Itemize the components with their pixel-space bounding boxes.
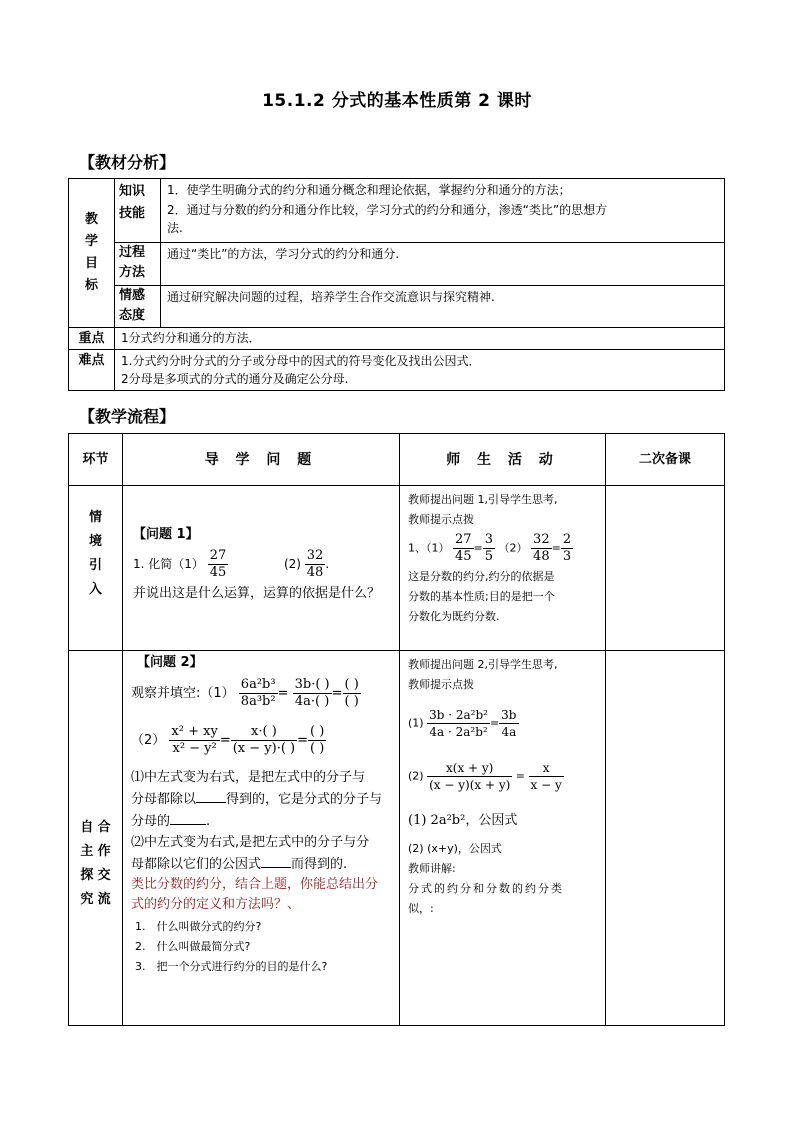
question-2-part-1: 观察并填空:（1） $\frac{\text{6a²b³}}{\text{8a³b²}}$ = $\frac{3b\cdot( )}{4a\cdot( )}$ = $\frac{( )}{( )}$ bbox=[131, 677, 359, 709]
activity-2-answer-2: (2) $\frac{x(x + y)}{(x - y)(x + y)}$ = $\frac{x}{x - y}$ bbox=[408, 761, 562, 792]
header-question: 导 学 问 题 bbox=[123, 434, 400, 486]
blank-1[interactable] bbox=[196, 788, 226, 803]
question-1-cell bbox=[123, 486, 400, 651]
section-heading-analysis: 【教材分析】 bbox=[79, 153, 176, 172]
fraction-27-45: $\frac{27}{45}$ bbox=[209, 548, 227, 580]
flow-table bbox=[68, 433, 725, 1026]
question-2-fill-1: ⑴中左式变为右式，是把左式中的分子与 分母都除以 得到的，它是分式的分子与 分母的 . bbox=[131, 770, 383, 829]
list-item: 2. 什么叫做最简分式? bbox=[135, 940, 251, 953]
attitude-label: 情感 态度 bbox=[115, 286, 161, 328]
goal-label: 教 学 目 标 bbox=[84, 212, 98, 293]
activity-2-answer-1: (1) $\frac{\text{3b · 2a²b²}}{\text{4a · 2a²b²}}$ = $\frac{3b}{4a}$ bbox=[408, 708, 517, 739]
activity-2-cell: 教师提出问题 2,引导学生思考, 教师提示点拨 (1) $\frac{\text{3b · 2a²b²}}{\text{4a · 2a²b²}}$ = $\frac{3b}{4a}$ (2) $\frac{x(x + y)}{(x - y)(x + y)}$ = $\frac{x}{x - y}$ (1) 2a²b²，公因式 (2) (x+y)，公因式 教师讲解: 分式的约分和分数的约分类 似，: bbox=[400, 651, 606, 1026]
activity-1-answer: 1、（1） $\frac{27}{45}$ = $\frac{3}{5}$ （2） $\frac{32}{48}$ = $\frac{2}{3}$ bbox=[408, 532, 572, 564]
header-stage: 环节 bbox=[69, 434, 123, 486]
question-1-title: 【问题 1】 bbox=[133, 527, 199, 542]
question-2-cell bbox=[123, 651, 400, 1026]
key-text: 1分式约分和通分的方法． bbox=[115, 328, 725, 350]
knowledge-label: 知识 技能 bbox=[115, 179, 161, 243]
notes-2-cell bbox=[606, 651, 725, 1026]
activity-2-answer-4: (2) (x+y)，公因式 bbox=[408, 842, 502, 855]
process-label: 过程 方法 bbox=[115, 243, 161, 286]
header-notes: 二次备课 bbox=[606, 434, 725, 486]
notes-1-cell bbox=[606, 486, 725, 651]
goal-label-cell bbox=[69, 179, 115, 328]
analogy-prompt: 类比分数的约分，结合上题，你能总结出分 式的约分的定义和方法吗？、 bbox=[131, 877, 379, 912]
question-1-ask: 并说出这是什么运算，运算的依据是什么？ bbox=[133, 586, 381, 601]
header-activity: 师 生 活 动 bbox=[400, 434, 606, 486]
blank-2[interactable] bbox=[170, 810, 206, 825]
stage-explore: 自 主 探 究 合 作 交 流 bbox=[69, 651, 123, 1026]
difficulty-text: 1.分式约分时分式的分子或分母中的因式的符号变化及找出公因式． 2分母是多项式的分式的通分及确定公分母. bbox=[115, 350, 725, 391]
stage-intro: 情 境 引 入 bbox=[69, 486, 123, 651]
section-heading-flow: 【教学流程】 bbox=[79, 407, 176, 426]
attitude-text: 通过研究解决问题的过程，培养学生合作交流意识与探究精神. bbox=[161, 286, 725, 328]
fraction-32-48: $\frac{32}{48}$ bbox=[306, 548, 324, 580]
question-2-list bbox=[131, 917, 395, 977]
list-item: 1. 什么叫做分式的约分? bbox=[135, 920, 262, 933]
page-title: 15.1.2 分式的基本性质第 2 课时 bbox=[262, 91, 532, 111]
activity-2-answer-3: (1) 2a²b²，公因式 bbox=[408, 813, 518, 828]
list-item: 3. 把一个分式进行约分的目的是什么? bbox=[135, 960, 328, 973]
analysis-table bbox=[68, 178, 725, 391]
question-2-fill-2: ⑵中左式变为右式,是把左式中的分子与分 母都除以它们的公因式 而得到的. bbox=[131, 835, 370, 872]
difficulty-label: 难点 bbox=[69, 350, 115, 391]
activity-1-cell: 教师提出问题 1,引导学生思考, 教师提示点拨 1、（1） $\frac{27}{45}$ = $\frac{3}{5}$ （2） $\frac{32}{48}$ = $\frac{2}{3}$ 这是分数的约分,约分的依据是 分数的基本性质;目的是把一个 分数化为既约分数. bbox=[400, 486, 606, 651]
process-text: 通过“类比”的方法，学习分式的约分和通分. bbox=[161, 243, 725, 286]
key-label: 重点 bbox=[69, 328, 115, 350]
question-1-problem: 1. 化简（1） $\frac{27}{45}$ (2) $\frac{32}{48}$ . bbox=[133, 548, 330, 580]
question-2-title: 【问题 2】 bbox=[137, 655, 203, 670]
blank-3[interactable] bbox=[261, 853, 291, 868]
question-2-part-2: （2） $\frac{\text{x² + xy}}{\text{x² − y²}}$ = $\frac{x\cdot( )}{(x - y)\cdot( )}$ = $\frac{( )}{( )}$ bbox=[131, 724, 325, 756]
knowledge-text: 1．使学生明确分式的约分和通分概念和理论依据，掌握约分和通分的方法； 2．通过与分数的约分和通分作比较，学习分式的约分和通分，渗透“类比”的思想方 法. bbox=[161, 179, 725, 243]
